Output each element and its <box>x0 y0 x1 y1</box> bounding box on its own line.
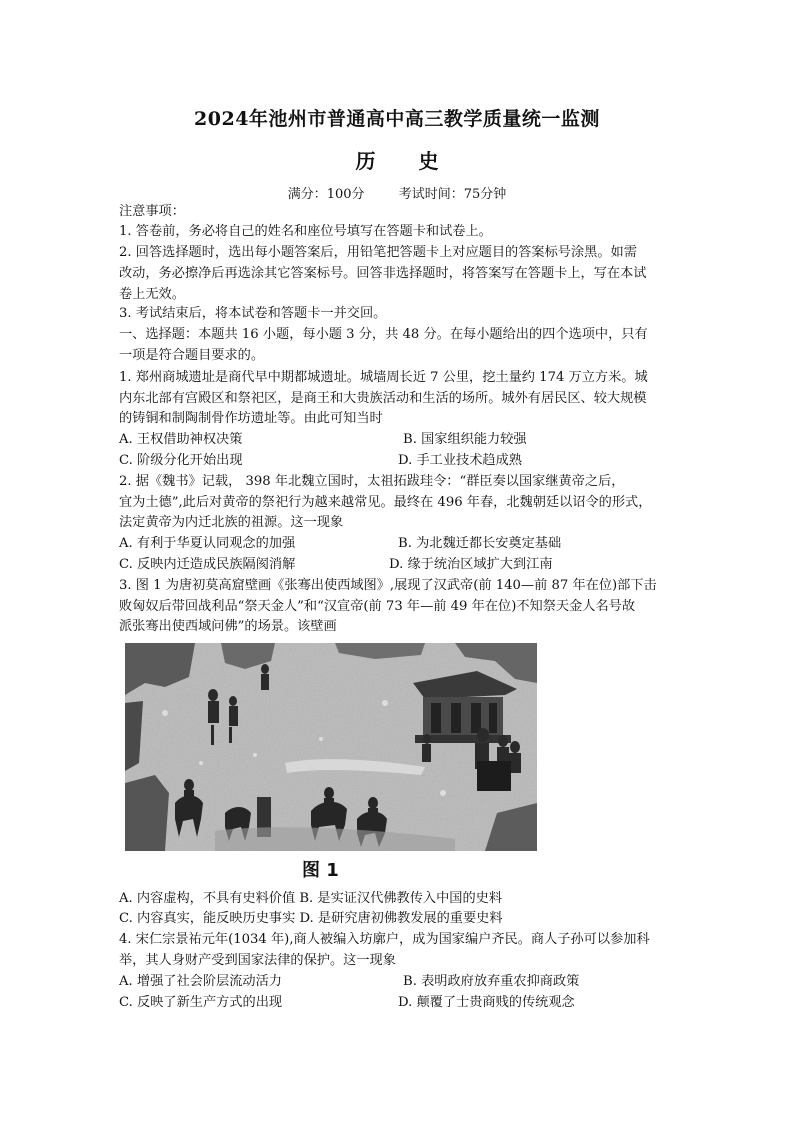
q2-stem-line-1: 2. 据《魏书》记载， 398 年北魏立国时，太祖拓跋珪令：“群臣奏以国家继黄帝之后， <box>119 474 625 489</box>
exam-title: 2024年池州市普通高中高三教学质量统一监测 <box>194 108 600 130</box>
q2-option-c: C. 反映内迁造成民族隔阂消解 <box>119 557 296 572</box>
mural-figure <box>125 643 537 851</box>
q4-stem-line-2: 举，其人身财产受到国家法律的保护。这一现象 <box>119 953 396 968</box>
q1-stem-line-1: 1. 郑州商城遗址是商代早中期都城遗址。城墙周长近 7 公里，挖土量约 174 万立方米。城 <box>119 370 648 385</box>
q4-option-c: C. 反映了新生产方式的出现 <box>119 995 283 1010</box>
q4-option-a: A. 增强了社会阶层流动活力 <box>119 974 282 989</box>
section-intro-line-1: 一、选择题：本题共 16 小题，每小题 3 分，共 48 分。在每小题给出的四个选项中，只有 <box>119 327 648 342</box>
subject-title: 历 史 <box>355 149 457 173</box>
note-2-line-3: 卷上无效。 <box>119 287 185 302</box>
q4-stem-line-1: 4. 宋仁宗景祐元年(1034 年),商人被编入坊廓户，成为国家编户齐民。商人子孙可以参加科 <box>119 932 650 947</box>
exam-meta <box>0 183 794 202</box>
figure-caption: 图 1 <box>302 860 339 881</box>
q3-options-a-b: A. 内容虚构，不具有史料价值 B. 是实证汉代佛教传入中国的史料 <box>119 891 503 906</box>
q3-options-c-d: C. 内容真实，能反映历史事实 D. 是研究唐初佛教发展的重要史料 <box>119 911 503 926</box>
q4-option-d: D. 颠覆了士贵商贱的传统观念 <box>398 995 575 1010</box>
note-2-line-2: 改动，务必擦净后再选涂其它答案标号。回答非选择题时，将答案写在答题卡上，写在本试 <box>119 266 647 281</box>
q2-option-b: B. 为北魏迁都长安奠定基础 <box>398 536 562 551</box>
q2-option-d: D. 缘于统治区域扩大到江南 <box>389 557 553 572</box>
q3-stem-line-1: 3. 图 1 为唐初莫高窟壁画《张骞出使西域图》,展现了汉武帝(前 140—前 87 年在位)部下击 <box>119 578 657 593</box>
q1-option-b: B. 国家组织能力较强 <box>403 432 527 447</box>
q3-stem-line-2: 败匈奴后带回战利品“祭天金人”和“汉宣帝(前 73 年—前 49 年在位)不知祭天金人名号故 <box>119 599 636 614</box>
q2-stem-line-3: 法定黄帝为内迁北族的祖源。这一现象 <box>119 515 344 530</box>
exam-time: 考试时间：75分钟 <box>398 187 507 202</box>
note-1: 1. 答卷前，务必将自己的姓名和座位号填写在答题卡和试卷上。 <box>119 224 492 239</box>
q1-option-a: A. 王权借助神权决策 <box>119 432 243 447</box>
note-3: 3. 考试结束后，将本试卷和答题卡一并交回。 <box>119 306 387 321</box>
section-intro-line-2: 一项是符合题目要求的。 <box>119 348 265 363</box>
q4-option-b: B. 表明政府放弃重农抑商政策 <box>403 974 580 989</box>
q1-stem-line-2: 内东北部有宫殿区和祭祀区，是商王和大贵族活动和生活的场所。城外有居民区、较大规模 <box>119 391 647 406</box>
q1-stem-line-3: 的铸铜和制陶制骨作坊遗址等。由此可知当时 <box>119 411 383 426</box>
full-score: 满分：100分 <box>287 187 365 202</box>
note-2-line-1: 2. 回答选择题时，选出每小题答案后，用铅笔把答题卡上对应题目的答案标号涂黑。如需 <box>119 245 637 260</box>
q3-stem-line-3: 派张骞出使西域问佛”的场景。该壁画 <box>119 619 337 634</box>
q2-option-a: A. 有利于华夏认同观念的加强 <box>119 536 296 551</box>
notes-heading: 注意事项： <box>119 204 185 219</box>
q1-option-d: D. 手工业技术趋成熟 <box>398 453 522 468</box>
q2-stem-line-2: 宜为土德”,此后对黄帝的祭祀行为越来越常见。最终在 496 年春，北魏朝廷以诏令的形式， <box>119 495 652 510</box>
q1-option-c: C. 阶级分化开始出现 <box>119 453 243 468</box>
